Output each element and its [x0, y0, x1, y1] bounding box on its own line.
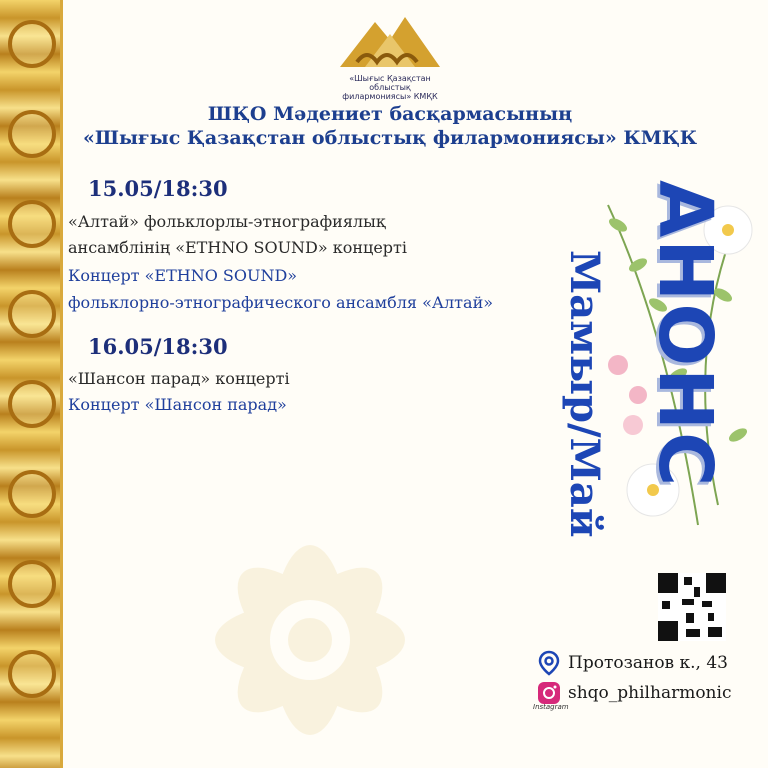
event-title-kz: «Шансон парад» концерті: [68, 369, 290, 388]
organization-header: [70, 102, 710, 150]
org-line-1: ШҚО Мәдениет басқармасының: [207, 103, 573, 125]
ornament-knot: [8, 20, 56, 68]
anons-heading-text: АНОНС: [642, 180, 728, 489]
qr-code[interactable]: [658, 573, 726, 641]
event-title-kz: ансамблінің «ETHNO SOUND» концерті: [68, 238, 408, 257]
ornament-knot: [8, 650, 56, 698]
ornament-knot: [8, 290, 56, 338]
ornament-knot: [8, 110, 56, 158]
location-pin-icon: [536, 650, 562, 676]
gold-ornament-border: [0, 0, 63, 768]
event-title-kz: «Алтай» фольклорлы-этнографиялық: [68, 212, 386, 231]
ornament-knot: [8, 200, 56, 248]
mountain-logo-icon: [335, 12, 445, 74]
address-row: [536, 650, 728, 676]
event-title-ru: фольклорно-этнографического ансамбля «Алтай»: [68, 293, 494, 312]
ornament-knot: [8, 380, 56, 428]
event-title-ru: Концерт «Шансон парад»: [68, 395, 287, 414]
logo-caption-line2: филармониясы» КМҚК: [342, 92, 438, 101]
month-heading-text: Мамыр/Май: [561, 250, 608, 538]
event-date: 15.05/18:30: [88, 176, 228, 201]
ornament-knot: [8, 470, 56, 518]
philharmonic-logo: [335, 12, 445, 102]
org-line-2: «Шығыс Қазақстан облыстық филармониясы» КМҚК: [83, 127, 697, 149]
address-text: Протозанов к., 43: [568, 653, 728, 673]
logo-caption-line1: «Шығыс Қазақстан облыстық: [349, 74, 431, 92]
event-date: 16.05/18:30: [88, 334, 228, 359]
ornament-knot: [8, 560, 56, 608]
month-heading: [562, 250, 612, 550]
instagram-caption: Instagram: [533, 703, 569, 711]
background-flower-pattern: [110, 470, 510, 768]
anons-heading: [642, 180, 738, 560]
event-title-ru: Концерт «ETHNO SOUND»: [68, 266, 298, 285]
instagram-handle[interactable]: shqo_philharmonic: [568, 683, 732, 703]
